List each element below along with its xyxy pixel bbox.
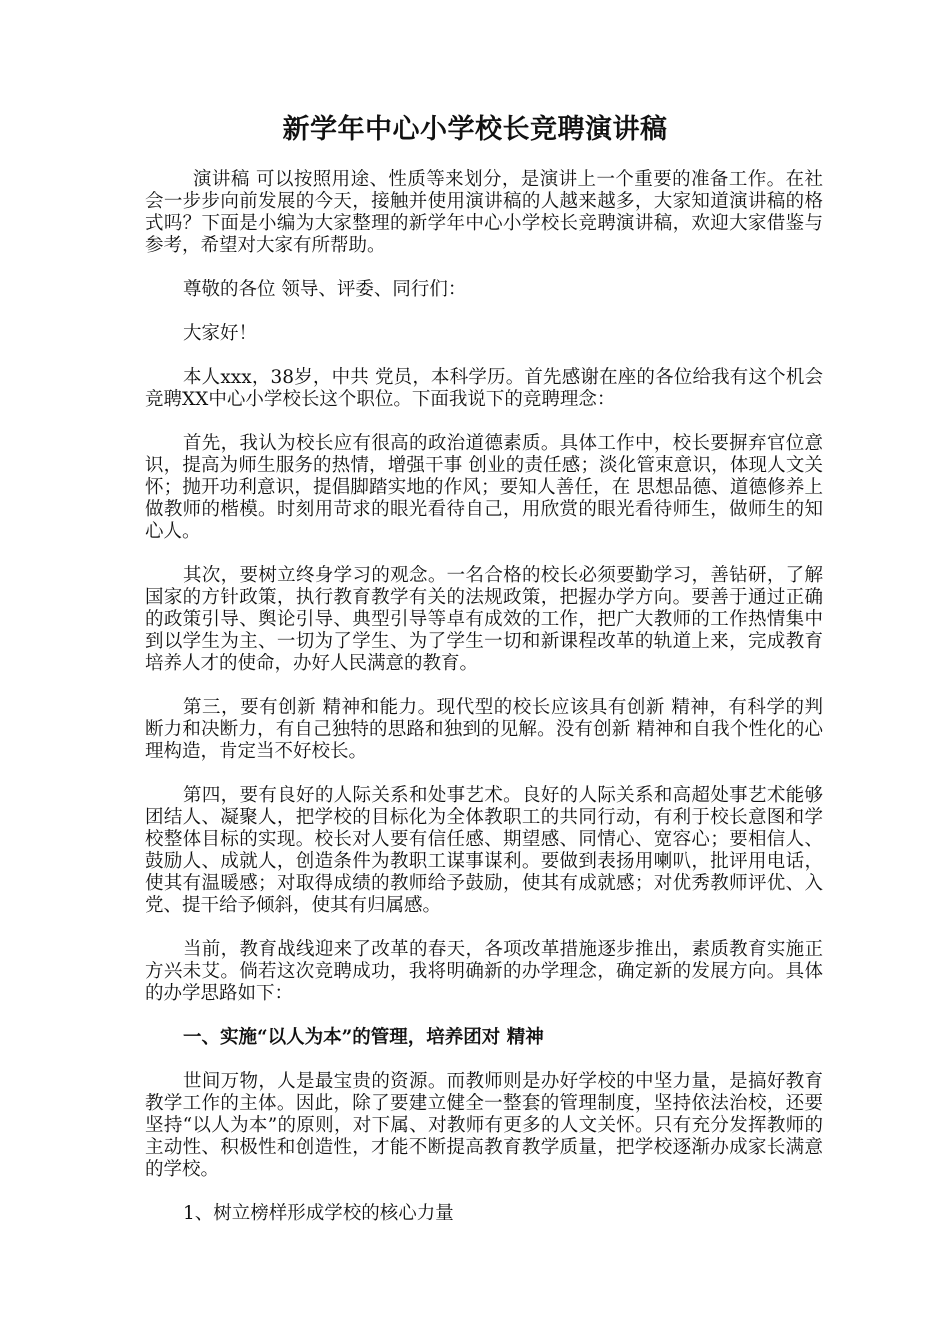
subsection-heading: 1、树立榜样形成学校的核心力量 xyxy=(183,1203,454,1224)
fourth-point-paragraph: 第四，要有良好的人际关系和处事艺术。良好的人际关系和高超处事艺术能够团结人、凝聚人，把学校的目标化为全体教职工的共同行动，有利于校长意图和学校整体目标的实现。校长对人要有信任感、期望感、同情心、宽容心；要相信人、鼓励人、成就人，创造条件为教职工谋事谋利。要做到表扬用喇叭，批评用电话，使其有温暖感；对取得成绩的教师给予鼓励，使其有成就感；对优秀教师评优、入 党、提干给予倾斜，使其有归属感。 xyxy=(145,785,823,916)
section-heading: 一、实施“以人为本”的管理，培养团对 精神 xyxy=(183,1027,544,1048)
self-introduction-paragraph: 本人xxx，38岁，中共 党员，本科学历。首先感谢在座的各位给我有这个机会竞聘XX中心小学校长这个职位。下面我说下的竞聘理念： xyxy=(145,367,823,410)
salutation-paragraph: 尊敬的各位 领导、评委、同行们： xyxy=(183,279,467,300)
document-title: 新学年中心小学校长竞聘演讲稿 xyxy=(282,114,668,145)
intro-paragraph: 演讲稿 可以按照用途、性质等来划分，是演讲上一个重要的准备工作。在社会一步步向前发展的今天，接触并使用演讲稿的人越来越多，大家知道演讲稿的格式吗？下面是小编为大家整理的新学年中心小学校长竞聘演讲稿，欢迎大家借鉴与参考，希望对大家有所帮助。 xyxy=(145,169,823,256)
plan-intro-paragraph: 当前，教育战线迎来了改革的春天，各项改革措施逐步推出，素质教育实施正方兴未艾。倘若这次竞聘成功，我将明确新的办学理念，确定新的发展方向。具体的办学思路如下： xyxy=(145,939,823,1004)
first-point-paragraph: 首先，我认为校长应有很高的政治道德素质。具体工作中，校长要摒弃官位意识，提高为师生服务的热情，增强干事 创业的责任感；淡化管束意识，体现人文关怀；抛开功利意识，提倡脚踏实地的作风；要知人善任，在 思想品德、道德修养上做教师的楷模。时刻用苛求的眼光看待自己，用欣赏的眼光看待师生，做师生的知心人。 xyxy=(145,433,823,542)
section-body-paragraph: 世间万物，人是最宝贵的资源。而教师则是办好学校的中坚力量，是搞好教育教学工作的主体。因此，除了要建立健全一整套的管理制度，坚持依法治校，还要坚持“以人为本”的原则，对下属、对教师有更多的人文关怀。只有充分发挥教师的主动性、积极性和创造性，才能不断提高教育教学质量，把学校逐渐办成家长满意的学校。 xyxy=(145,1071,823,1180)
second-point-paragraph: 其次，要树立终身学习的观念。一名合格的校长必须要勤学习，善钻研，了解国家的方针政策，执行教育教学有关的法规政策，把握办学方向。要善于通过正确的政策引导、舆论引导、典型引导等卓有成效的工作，把广大教师的工作热情集中到以学生为主、一切为了学生、为了学生一切和新课程改革的轨道上来，完成教育培养人才的使命，办好人民满意的教育。 xyxy=(145,565,823,674)
greeting-paragraph: 大家好！ xyxy=(183,323,258,344)
third-point-paragraph: 第三，要有创新 精神和能力。现代型的校长应该具有创新 精神，有科学的判断力和决断力，有自己独特的思路和独到的见解。没有创新 精神和自我个性化的心理构造，肯定当不好校长。 xyxy=(145,697,823,762)
document-body xyxy=(145,169,823,1247)
